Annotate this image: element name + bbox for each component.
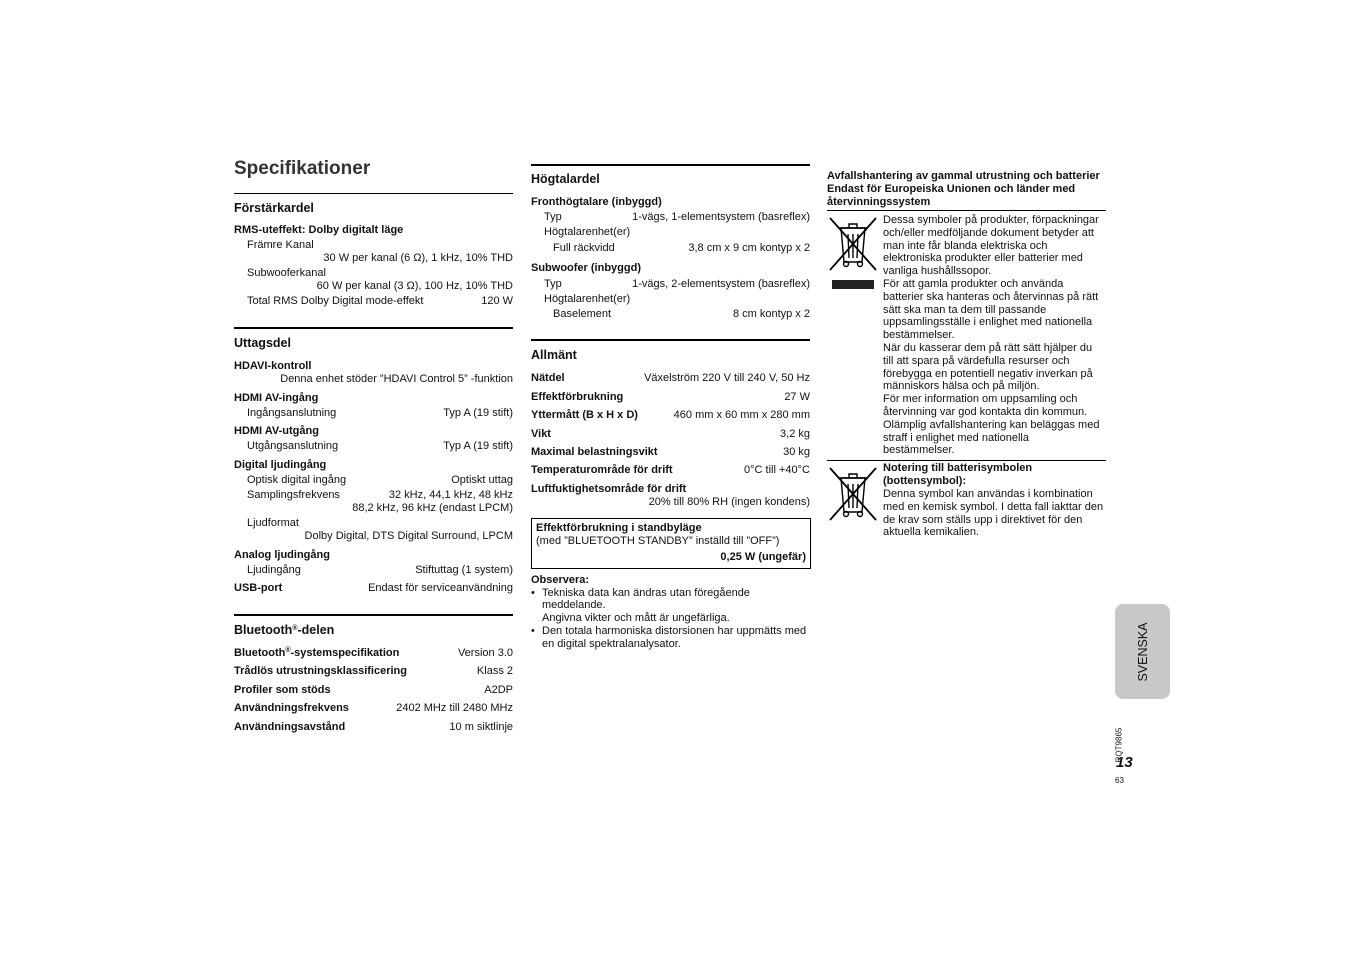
sub-type-label: Typ: [544, 278, 562, 290]
front-channel-value: 30 W per kanal (6 Ω), 1 kHz, 10% THD: [323, 252, 513, 264]
sub-spk-title: Subwoofer (inbyggd): [531, 262, 641, 274]
sub-type-value: 1-vägs, 2-elementsystem (basreflex): [632, 278, 810, 290]
waste-heading-2: Endast för Europeiska Unionen och länder med: [827, 183, 1076, 195]
bt-spec-label: Bluetooth®-systemspecifikation: [234, 647, 400, 659]
black-bar: [832, 280, 874, 289]
hdmi-out-label: Utgångsanslutning: [247, 440, 339, 452]
hdmi-in-title: HDMI AV-ingång: [234, 392, 319, 404]
dims-value: 460 mm x 60 mm x 280 mm: [673, 409, 810, 421]
notes: [531, 574, 810, 654]
paragraph-line: Olämplig avfallshantering kan beläggas med: [883, 418, 1100, 431]
hdavi-title: HDAVI-kontroll: [234, 360, 312, 372]
bt-profile-label: Profiler som stöds: [234, 684, 331, 696]
usb-label: USB-port: [234, 582, 283, 594]
battery-title-2: (bottensymbol):: [883, 475, 967, 487]
sampling-value-1: 32 kHz, 44,1 kHz, 48 kHz: [388, 489, 513, 501]
waste-paragraph-1: [883, 214, 1108, 464]
paragraph-line: batterier ska hanteras och återvinnas på rätt: [883, 290, 1099, 303]
out-section: [234, 360, 513, 600]
paragraph-line: bestämmelser.: [883, 444, 955, 457]
sub-bass-value: 8 cm kontyp x 2: [732, 308, 810, 320]
divider: [531, 339, 810, 341]
hdmi-in-value: Typ A (19 stift): [443, 407, 513, 419]
analog-value: Stiftuttag (1 system): [415, 564, 513, 576]
front-spk-title: Fronthögtalare (inbyggd): [531, 196, 662, 208]
front-full-value: 3,8 cm x 9 cm kontyp x 2: [688, 242, 810, 254]
section-heading-bt: Bluetooth®-delen: [234, 623, 335, 637]
note-1b: meddelande.: [542, 599, 606, 611]
bullet: •: [531, 625, 535, 637]
paragraph-line: människors hälsa och på miljön.: [883, 380, 1040, 393]
section-heading-gen: Allmänt: [531, 348, 577, 362]
front-type-value: 1-vägs, 1-elementsystem (basreflex): [632, 211, 810, 223]
temp-value: 0°C till +40°C: [744, 464, 810, 476]
maxload-label: Maximal belastningsvikt: [531, 446, 658, 458]
hdmi-in-label: Ingångsanslutning: [247, 407, 337, 419]
paragraph-line: med en kemisk symbol. I detta fall iakttar den: [883, 500, 1104, 513]
paragraph-line: uppsamlingsställe i enlighet med nationella: [883, 316, 1093, 329]
note-1c: Angivna vikter och mått är ungefärliga.: [542, 612, 730, 624]
paragraph-line: vanliga hushållssopor.: [883, 265, 992, 278]
bt-profile-value: A2DP: [484, 684, 513, 696]
bullet: •: [531, 587, 535, 599]
battery-note: [883, 462, 1108, 542]
page-title: Specifikationer: [234, 158, 371, 179]
divider: [234, 327, 513, 329]
divider: [234, 614, 513, 616]
bt-section: [234, 647, 513, 737]
paragraph-line: och/eller medföljande dokument betyder att: [883, 226, 1094, 239]
sub-bass-label: Baselement: [553, 308, 612, 320]
note-2b: en digital spektralanalysator.: [542, 638, 681, 650]
bt-freq-label: Användningsfrekvens: [234, 702, 349, 714]
amp-section: [234, 224, 513, 319]
note-title: Observera:: [531, 574, 590, 586]
paragraph-line: aktuella kemikalien.: [883, 526, 979, 539]
section-heading-out: Uttagsdel: [234, 336, 291, 350]
consumption-label: Effektförbrukning: [531, 391, 624, 403]
weight-label: Vikt: [531, 428, 551, 440]
battery-title-1: Notering till batterisymbolen: [883, 462, 1033, 474]
standby-value: 0,25 W (ungefär): [720, 551, 806, 563]
waste-heading-1: Avfallshantering av gammal utrustning och batterier: [827, 170, 1100, 182]
divider: [827, 460, 1106, 461]
divider: [234, 193, 513, 194]
language-tab: SVENSKA: [1115, 604, 1170, 699]
paragraph-line: För mer information om uppsamling och: [883, 393, 1078, 406]
power-label: Nätdel: [531, 372, 565, 384]
sub-channel-value: 60 W per kanal (3 Ω), 100 Hz, 10% THD: [316, 280, 513, 292]
hdmi-out-value: Typ A (19 stift): [443, 440, 513, 452]
optical-value: Optiskt uttag: [451, 474, 513, 486]
rms-title: RMS-uteffekt: Dolby digitalt läge: [234, 224, 404, 236]
weight-value: 3,2 kg: [780, 428, 810, 440]
paragraph-line: till att spara på värdefulla resurser och: [883, 354, 1070, 367]
doc-code: RQT9865: [1114, 727, 1124, 763]
digital-title: Digital ljudingång: [234, 459, 327, 471]
paragraph-line: När du kasserar dem på rätt sätt hjälper du: [883, 342, 1093, 354]
front-type-label: Typ: [544, 211, 562, 223]
consumption-value: 27 W: [784, 391, 810, 403]
bt-class-label: Trådlös utrustningsklassificering: [234, 665, 407, 677]
crossed-out-bin-icon: [827, 464, 879, 522]
bt-freq-value: 2402 MHz till 2480 MHz: [396, 702, 513, 714]
paragraph-line: elektroniska produkter eller batterier med: [883, 252, 1083, 265]
usb-value: Endast för serviceanvändning: [368, 582, 513, 594]
front-full-label: Full räckvidd: [553, 242, 615, 254]
sub-unit-label: Högtalarenhet(er): [544, 293, 631, 305]
divider: [827, 210, 1106, 211]
analog-label: Ljudingång: [247, 564, 301, 576]
sub-page-number: 63: [1115, 776, 1124, 785]
paragraph-line: de krav som ställs upp i direktivet för den: [883, 513, 1083, 526]
note-2a: Den totala harmoniska distorsionen har uppmätts med: [542, 625, 807, 637]
total-rms-value: 120 W: [481, 295, 513, 307]
bt-spec-value: Version 3.0: [457, 647, 513, 659]
humid-label: Luftfuktighetsområde för drift: [531, 483, 687, 495]
front-channel-label: Främre Kanal: [247, 239, 314, 251]
dims-label: Yttermått (B x H x D): [531, 409, 638, 421]
page-number: 13: [1116, 754, 1133, 771]
total-rms-label: Total RMS Dolby Digital mode-effekt: [247, 295, 424, 307]
sampling-value-2: 88,2 kHz, 96 kHz (endast LPCM): [352, 502, 513, 514]
power-value: Växelström 220 V till 240 V, 50 Hz: [644, 372, 810, 384]
waste-heading: [827, 170, 1112, 210]
divider: [531, 164, 810, 166]
optical-label: Optisk digital ingång: [247, 474, 347, 486]
bt-class-value: Klass 2: [476, 665, 513, 677]
paragraph-line: återvinning var god kontakta din kommun.: [883, 406, 1088, 418]
crossed-out-bin-icon: [827, 214, 879, 272]
waste-heading-3: återvinningssystem: [827, 196, 931, 208]
paragraph-line: bestämmelser.: [883, 329, 955, 342]
hdmi-out-title: HDMI AV-utgång: [234, 425, 319, 437]
paragraph-line: straff i enlighet med nationella: [883, 431, 1029, 444]
bt-range-value: 10 m siktlinje: [449, 721, 513, 733]
paragraph-line: förebygga en potentiell negativ inverkan på: [883, 367, 1093, 380]
maxload-value: 30 kg: [783, 446, 810, 458]
paragraph-line: För att gamla produkter och använda: [883, 278, 1064, 290]
bt-range-label: Användningsavstånd: [234, 721, 346, 733]
paragraph-line: sätt ska man ta dem till passande: [883, 303, 1047, 316]
note-1a: Tekniska data kan ändras utan föregående: [542, 587, 750, 599]
humid-value: 20% till 80% RH (ingen kondens): [648, 496, 810, 508]
paragraph-line: Denna symbol kan användas i kombination: [883, 488, 1093, 500]
gen-section: [531, 372, 810, 512]
paragraph-line: man inte får blanda elektriska och: [883, 239, 1048, 252]
format-label: Ljudformat: [247, 517, 299, 529]
format-value: Dolby Digital, DTS Digital Surround, LPCM: [304, 530, 513, 542]
analog-title: Analog ljudingång: [234, 549, 330, 561]
section-heading-amp: Förstärkardel: [234, 201, 314, 215]
temp-label: Temperaturområde för drift: [531, 464, 673, 476]
sub-channel-label: Subwooferkanal: [247, 267, 326, 279]
front-unit-label: Högtalarenhet(er): [544, 226, 631, 238]
section-heading-spk: Högtalardel: [531, 172, 600, 186]
standby-title: Effektförbrukning i standbyläge: [536, 522, 702, 534]
spk-section: [531, 196, 810, 326]
paragraph-line: Dessa symboler på produkter, förpackningar: [883, 214, 1099, 226]
standby-box: [531, 518, 811, 569]
standby-sub: (med ”BLUETOOTH STANDBY” inställd till ”OFF”): [536, 535, 780, 547]
hdavi-value: Denna enhet stöder ”HDAVI Control 5” -funktion: [280, 373, 513, 385]
sampling-label: Samplingsfrekvens: [247, 489, 340, 501]
